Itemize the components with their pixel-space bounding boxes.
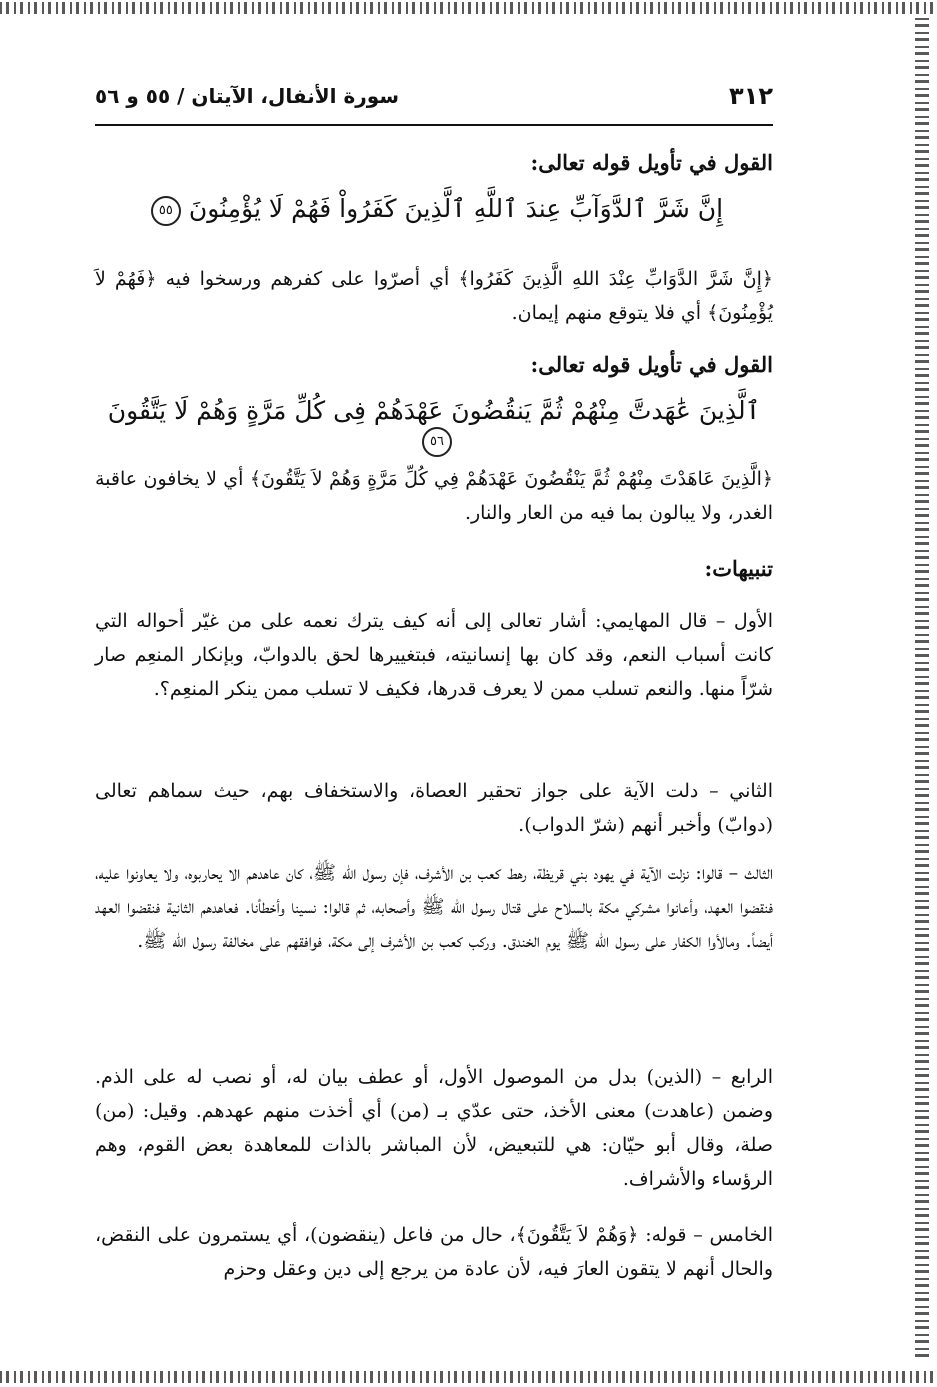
note-paragraph-3	[95, 856, 773, 958]
section-heading: القول في تأويل قوله تعالى:	[530, 352, 773, 377]
section-1-heading-block	[95, 150, 773, 175]
notes-heading: تنبيهات:	[704, 556, 773, 581]
decorative-border-top	[0, 2, 937, 14]
notes-heading-block	[95, 556, 773, 581]
page-header	[95, 82, 773, 116]
note-paragraph-2	[95, 774, 773, 842]
note-paragraph-4	[95, 1060, 773, 1196]
page-number: ٣١٢	[729, 82, 773, 110]
note-paragraph-1	[95, 604, 773, 706]
note-paragraph-5	[95, 1218, 773, 1286]
section-2-heading-block	[95, 352, 773, 377]
verse-text: إِنَّ شَرَّ ٱلدَّوَآبِّ عِندَ ٱللَّهِ ٱلَّذِينَ كَفَرُواْ فَهُمْ لَا يُؤْمِنُونَ	[188, 194, 724, 223]
note-text: الرابع – (الذين) بدل من الموصول الأول، أو عطف بيان له، أو نصب له على الذم. وضمن (عاهدت) معنى الأخذ، حتى عدّي بـ (من) أي أخذت منهم عهدهم. وقيل: (من) صلة، وقال أبو حيّان: هي للتبعيض، لأن المباشر بالذات للمعاهدة بعض القوم، وهم الرؤساء والأشراف.	[95, 1066, 773, 1190]
section-2-verse-block	[95, 396, 773, 457]
ayah-number-mark: ٥٥	[151, 196, 181, 226]
note-text: الثاني – دلت الآية على جواز تحقير العصاة، والاستخفاف بهم، حيث سماهم تعالى (دوابّ) وأخبر أنهم (شرّ الدواب).	[95, 780, 773, 836]
note-text: الثالث – قالوا: نزلت الآية في يهود بني قريظة، رهط كعب بن الأشرف، فإن رسول الله ﷺ، كان عاهدهم الا يحاربوه، ولا يعاونوا عليه، فنقضوا العهد، وأعانوا مشركي مكة بالسلاح على قتال رسول الله ﷺ وأصحابه، ثم قالوا: نسينا وأخطأنا. فعاهدهم الثانية فنقضوا العهد أيضاً. ومالأوا الكفار على رسول الله ﷺ يوم الخندق. وركب كعب بن الأشرف إلى مكة، فوافقهم على مخالفة رسول الله ﷺ.	[95, 862, 773, 952]
section-1-commentary	[95, 262, 773, 330]
section-heading: القول في تأويل قوله تعالى:	[530, 150, 773, 175]
section-1-verse-block	[95, 194, 773, 226]
note-text: الأول – قال المهايمي: أشار تعالى إلى أنه كيف يترك نعمه على من غيّر أحواله التي كانت أسباب النعم، وقد كان بها إنسانيته، فبتغييرها لحق بالدوابّ، وبإنكار المنعِم صار شرّاً منها. والنعم تسلب ممن لا يعرف قدرها، فكيف لا تسلب ممن ينكر المنعِم؟.	[95, 610, 773, 700]
surah-title: سورة الأنفال، الآيتان / ٥٥ و ٥٦	[95, 84, 400, 108]
decorative-border-right	[915, 18, 929, 1358]
commentary-text: ﴿الَّذِينَ عَاهَدْتَ مِنْهُمْ ثُمَّ يَنْقُضُونَ عَهْدَهُمْ فِي كُلِّ مَرَّةٍ وَهُمْ لاَ يَتَّقُونَ﴾ أي لا يخافون عاقبة الغدر، ولا يبالون بما فيه من العار والنار.	[95, 468, 773, 524]
ayah-number-mark: ٥٦	[422, 427, 452, 457]
header-rule	[95, 124, 773, 126]
decorative-border-bottom	[0, 1371, 937, 1383]
note-text: الخامس – قوله: ﴿وَهُمْ لاَ يَتَّقُونَ﴾، حال من فاعل (ينقضون)، أي يستمرون على النقض، والحال أنهم لا يتقون العارَ فيه، لأن عادة من يرجع إلى دين وعقل وحزم	[95, 1224, 773, 1280]
quran-verse	[95, 396, 773, 457]
commentary-text: ﴿إِنَّ شَرَّ الدَّوَابِّ عِنْدَ اللهِ الَّذِينَ كَفَرُوا﴾ أي أصرّوا على كفرهم ورسخوا فيه ﴿فَهُمْ لاَ يُؤْمِنُونَ﴾ أي فلا يتوقع منهم إيمان.	[95, 268, 773, 324]
section-2-commentary	[95, 462, 773, 530]
verse-text: ٱلَّذِينَ عَٰهَدتَّ مِنْهُمْ ثُمَّ يَنقُضُونَ عَهْدَهُمْ فِى كُلِّ مَرَّةٍ وَهُمْ لَا يَتَّقُونَ	[107, 396, 761, 425]
quran-verse	[95, 194, 773, 226]
